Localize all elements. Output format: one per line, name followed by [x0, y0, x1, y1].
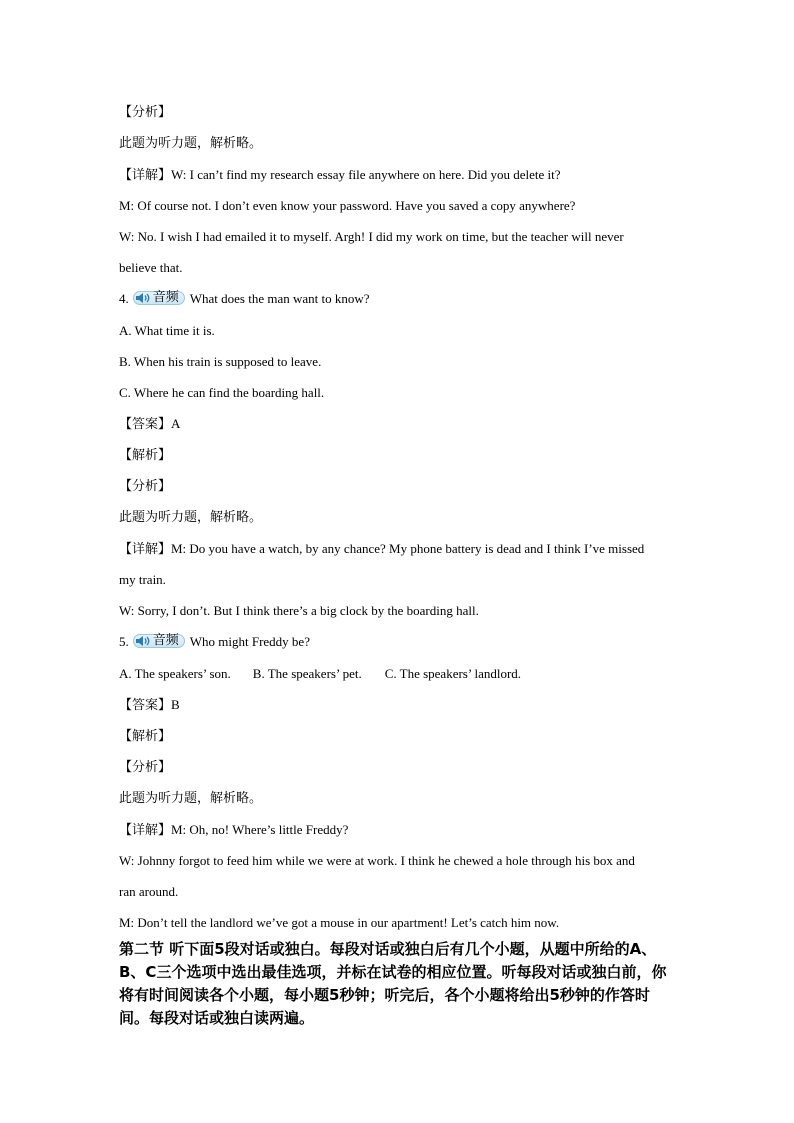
- detail-line: W: Johnny forgot to feed him while we were at work. I think he chewed a hole through his box and: [119, 853, 635, 868]
- speaker-icon: [135, 635, 151, 647]
- analysis-note: 此题为听力题，解析略。: [119, 135, 263, 150]
- analysis-note: 此题为听力题，解析略。: [119, 509, 263, 524]
- option-b: B. The speakers’ pet.: [252, 666, 362, 681]
- detail-line: M: Of course not. I don’t even know your password. Have you saved a copy anywhere?: [119, 198, 576, 213]
- detail-line: believe that.: [119, 260, 183, 275]
- audio-label: 音频: [152, 290, 179, 305]
- option-b: B. When his train is supposed to leave.: [119, 354, 322, 369]
- detail-line: W: Sorry, I don’t. But I think there’s a big clock by the boarding hall.: [119, 603, 479, 618]
- options-row: [119, 665, 521, 683]
- audio-label: 音频: [152, 633, 179, 648]
- analysis-note: 此题为听力题，解析略。: [119, 790, 263, 805]
- answer: 【答案】B: [119, 697, 180, 712]
- question-text: What does the man want to know?: [189, 291, 370, 306]
- detail-line: M: Don’t tell the landlord we’ve got a mouse in our apartment! Let’s catch him now.: [119, 915, 560, 930]
- question-text: Who might Freddy be?: [189, 634, 310, 649]
- option-c: C. The speakers’ landlord.: [384, 666, 522, 681]
- detail-line: ran around.: [119, 884, 179, 899]
- section-heading: 第二节 听下面5段对话或独白。每段对话或独白后有几个小题，从题中所给的A、B、C三个选项中选出最佳选项，并标在试卷的相应位置。听每段对话或独白前，你将有时间阅读各个小题，每小题5秒钟；听完后，各个小题将给出5秒钟的作答时间。每段对话或独白读两遍。: [119, 940, 667, 1027]
- analysis-heading: 【分析】: [119, 478, 172, 493]
- analysis-heading: 【分析】: [119, 759, 172, 774]
- analysis-heading: 【分析】: [119, 104, 172, 119]
- detail-line: 【详解】W: I can’t find my research essay file anywhere on here. Did you delete it?: [119, 167, 561, 182]
- audio-button[interactable]: [131, 633, 189, 649]
- detail-line: W: No. I wish I had emailed it to myself. Argh! I did my work on time, but the teacher will never: [119, 229, 624, 244]
- speaker-icon: [135, 292, 151, 304]
- option-a: A. The speakers’ son.: [119, 666, 231, 681]
- detail-line: my train.: [119, 572, 166, 587]
- question-number: 5.: [119, 634, 129, 649]
- option-c: C. Where he can find the boarding hall.: [119, 385, 325, 400]
- answer: 【答案】A: [119, 416, 181, 431]
- detail-line: 【详解】M: Oh, no! Where’s little Freddy?: [119, 822, 349, 837]
- explanation-heading: 【解析】: [119, 728, 172, 743]
- question-5: [119, 633, 310, 651]
- explanation-heading: 【解析】: [119, 447, 172, 462]
- question-4: [119, 290, 370, 308]
- question-number: 4.: [119, 291, 129, 306]
- audio-button[interactable]: [131, 290, 189, 306]
- detail-line: 【详解】M: Do you have a watch, by any chance? My phone battery is dead and I think I’ve missed: [119, 541, 645, 556]
- option-a: A. What time it is.: [119, 323, 215, 338]
